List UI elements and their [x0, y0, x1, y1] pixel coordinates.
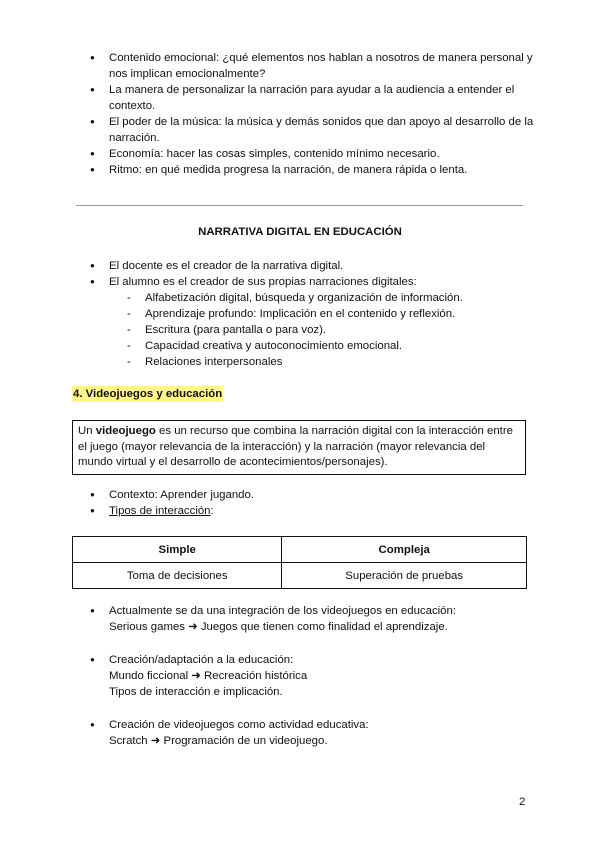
list-line: ● Creación/adaptación a la educación: — [109, 654, 294, 666]
definition-box — [72, 420, 526, 475]
list-item — [90, 603, 535, 635]
sub-list-item: - Alfabetización digital, búsqueda y organización de información. — [109, 290, 535, 306]
list-item: ● El poder de la música: la música y demás sonidos que dan apoyo al desarrollo de la narración. — [90, 114, 535, 146]
sub-list-item: - Capacidad creativa y autoconocimiento emocional. — [109, 338, 535, 354]
table-header-row — [73, 537, 527, 563]
bottom-bullet-list — [90, 603, 535, 766]
top-bullet-list — [90, 50, 535, 178]
horizontal-divider — [76, 205, 523, 206]
interaction-table — [72, 536, 527, 589]
list-line: ● Creación de videojuegos como actividad educativa: — [109, 719, 369, 731]
table-header-compleja: Compleja — [282, 537, 527, 563]
table-row — [73, 563, 527, 589]
list-item: ● Contenido emocional: ¿qué elementos nos hablan a nosotros de manera personal y nos implican emocionalmente? — [90, 50, 535, 82]
list-item: ● Contexto: Aprender jugando. — [90, 487, 535, 503]
sub-list-item: - Aprendizaje profundo: Implicación en el contenido y reflexión. — [109, 306, 535, 322]
list-line: Mundo ficcional ➜ Recreación histórica — [109, 670, 308, 682]
list-item-text: El alumno es el creador de sus propias narraciones digitales: — [109, 276, 417, 288]
list-item — [90, 274, 535, 370]
list-line: Tipos de interacción e implicación. — [109, 686, 283, 698]
section-title: NARRATIVA DIGITAL EN EDUCACIÓN — [198, 226, 402, 238]
list-item: ● El docente es el creador de la narrativa digital. — [90, 258, 535, 274]
context-bullet-list — [90, 487, 535, 519]
sub-list — [109, 290, 535, 370]
list-item — [90, 717, 535, 749]
list-line: Scratch ➜ Programación de un videojuego. — [109, 735, 328, 747]
list-item — [90, 652, 535, 700]
definition-term: videojuego — [95, 425, 156, 437]
list-item: ● Economía: hacer las cosas simples, contenido mínimo necesario. — [90, 146, 535, 162]
table-cell: Superación de pruebas — [282, 563, 527, 589]
list-item — [90, 503, 535, 519]
sub-list-item: - Relaciones interpersonales — [109, 354, 535, 370]
table-cell: Toma de decisiones — [73, 563, 282, 589]
list-line: Serious games ➜ Juegos que tienen como finalidad el aprendizaje. — [109, 621, 448, 633]
education-bullet-list — [90, 258, 535, 370]
highlighted-heading: 4. Videojuegos y educación — [73, 388, 223, 400]
list-item: ● La manera de personalizar la narración para ayudar a la audiencia a entender el contexto. — [90, 82, 535, 114]
list-item-suffix: : — [210, 505, 214, 517]
interaction-types-link: Tipos de interacción — [109, 505, 211, 517]
list-item: ● Ritmo: en qué medida progresa la narración, de manera rápida o lenta. — [90, 162, 535, 178]
sub-list-item: - Escritura (para pantalla o para voz). — [109, 322, 535, 338]
definition-prefix: Un — [78, 425, 96, 437]
page-number: 2 — [519, 796, 526, 808]
definition-text: es un recurso que combina la narración digital con la interacción entre el juego (mayor relevancia de la interacción) y la narración (mayor relevancia del mundo virtual y el desarrollo de acontecimientos/personajes). — [78, 425, 513, 468]
table-header-simple: Simple — [73, 537, 282, 563]
list-line: ● Actualmente se da una integración de los videojuegos en educación: — [109, 605, 457, 617]
